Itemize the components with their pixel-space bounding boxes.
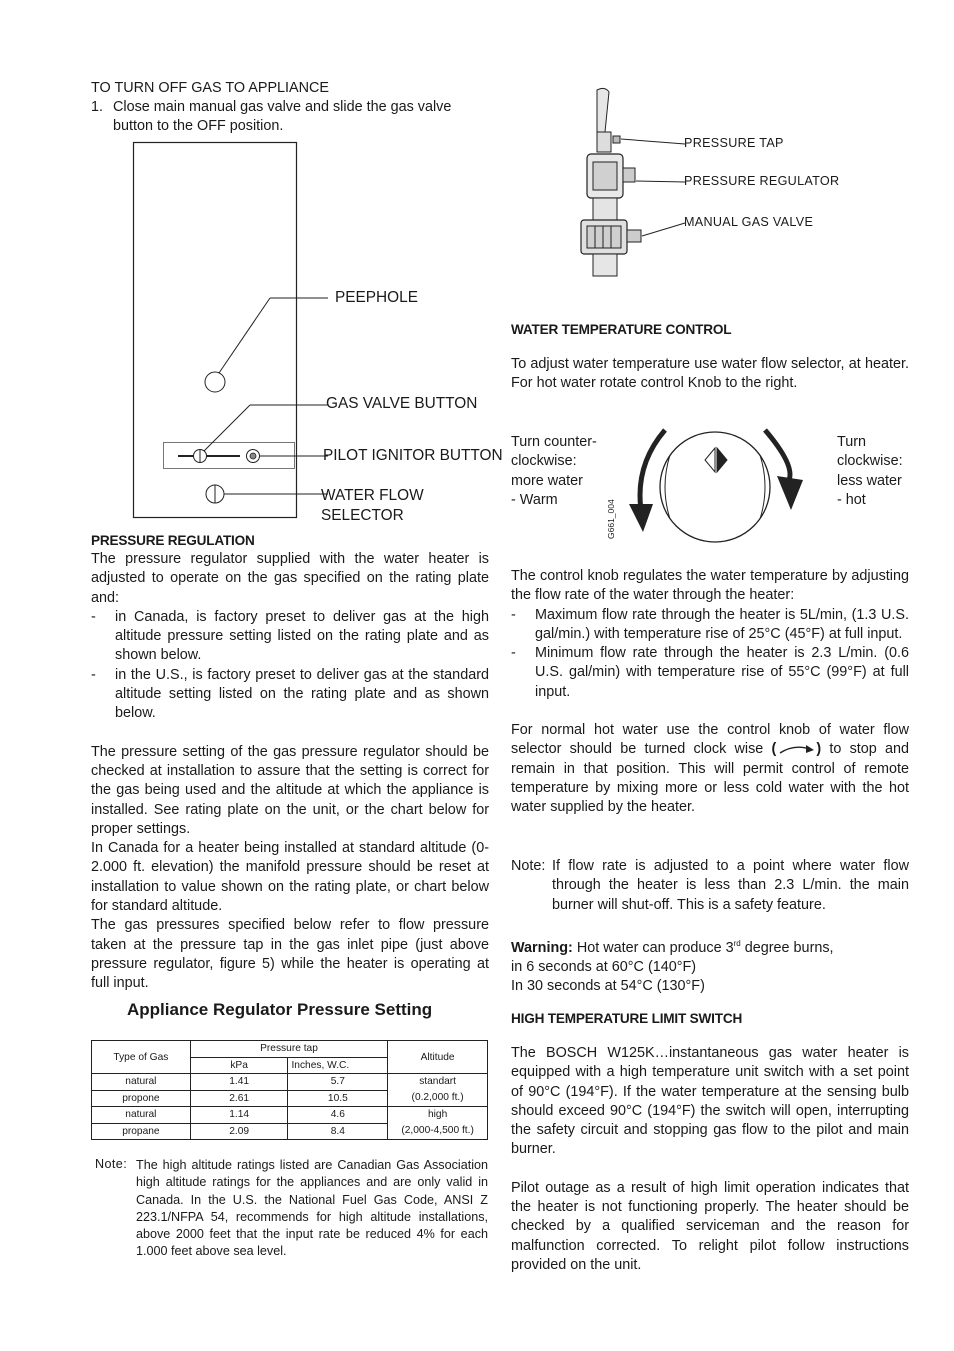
table-note-label: Note: (95, 1157, 128, 1171)
table-header: Inches, W.C. (288, 1057, 388, 1074)
pilot-ignitor-button-label: PILOT IGNITOR BUTTON (323, 447, 503, 464)
heater-outline (134, 143, 297, 518)
high-temp-heading: HIGH TEMPERATURE LIMIT SWITCH (511, 1011, 743, 1026)
water-temp-para2: For normal hot water use the control knob of water flow selector should be turned clock wise ( ) to stop and remain in that position. This will permit control of remote temperature by mixing more or less cold water with the hot water supplied by the heater. (511, 722, 910, 816)
list-item: - Minimum flow rate through the heater is 2.3 L/min. (0.6 U.S. gal/min) with temperature rise of 55°C (99°F) at full input. (511, 645, 909, 700)
pressure-regulation-para2: The pressure setting of the gas pressure regulator should be checked at installation to assure that the setting is correct for the gas being used and the altitude at which the appliance is installed. See rating plate on the unit, or the chart below for proper settings. (91, 743, 489, 837)
note-text: If flow rate is adjusted to a point where water flow through the heater is less than 2.3 L/min. the main burner will shut-off. This is a safety feature. (552, 858, 909, 913)
regulator-pressure-table (91, 1040, 488, 1140)
pressure-regulation-intro: The pressure regulator supplied with the water heater is adjusted to operate on the gas specified on the rating plate and: (91, 551, 489, 606)
table-header: Pressure tap (190, 1041, 387, 1058)
water-flow-label-1: WATER FLOW (321, 487, 424, 504)
step-number: 1. (91, 99, 104, 115)
high-temp-para2: Pilot outage as a result of high limit operation indicates that the heater is not functioning properly. The heater should be checked by a qualified serviceman and the reason for malfunction corrected. To relight pilot follow instructions provided on the unit. (511, 1179, 909, 1273)
table-header: kPa (190, 1057, 288, 1074)
pressure-regulator-label: PRESSURE REGULATOR (684, 174, 840, 188)
water-temp-heading: WATER TEMPERATURE CONTROL (511, 322, 732, 337)
table-row: natural 1.41 5.7 standart (0.2,000 ft.) (92, 1074, 488, 1091)
list-item: - Maximum flow rate through the heater is 5L/min, (1.3 U.S. gal/min.) with temperature rise of 25°C (45°F) at full input. (511, 606, 909, 642)
turn-off-title: TO TURN OFF GAS TO APPLIANCE (91, 80, 330, 96)
gas-valve-diagram (575, 82, 690, 282)
table-row: propane 2.09 8.4 (92, 1123, 488, 1140)
gas-valve-button-label: GAS VALVE BUTTON (326, 395, 478, 412)
peephole-label: PEEPHOLE (335, 289, 418, 306)
counterclockwise-caption: Turn counter- clockwise: more water - Warm (511, 434, 597, 508)
peephole-icon (205, 372, 225, 392)
clockwise-arrow-icon (776, 744, 816, 755)
high-temp-para1: The BOSCH W125K…instantaneous gas water heater is equipped with a high temperature unit switch with a set point of 90°C (194°F). If the water temperature at the sensing bulb should exceed 90°C (194°F) the switch will open, interrupting the safety circuit and stopping gas flow to the pilot and main burner. (511, 1045, 909, 1158)
heater-diagram (130, 140, 330, 520)
table-row: propone 2.61 10.5 (92, 1090, 488, 1107)
pressure-regulation-para4: The gas pressures specified below refer to flow pressure taken at the pressure tap in the gas inlet pipe (just above pressure regulator, figure 5) while the heater is operating at full input. (91, 917, 489, 992)
manual-gas-valve-label: MANUAL GAS VALVE (684, 215, 814, 229)
control-knob-diagram (615, 420, 815, 560)
water-temp-intro: To adjust water temperature use water flow selector, at heater. For hot water rotate control Knob to the right. (511, 356, 909, 392)
table-note-text: The high altitude ratings listed are Canadian Gas Association high altitude ratings for the appliances and are only valid in Canada. In the U.S. the National Fuel Gas Code, ANSI Z 223.1/NFPA 54, recommends for high altitude installations, above 2000 feet that the input rate be reduced 4% for each 1.000 feet above sea level. (136, 1158, 488, 1259)
step-text: Close main manual gas valve and slide the gas valve button to the OFF position. (113, 99, 452, 135)
water-temp-para1: The control knob regulates the water temperature by adjusting the flow rate of the water through the heater: (511, 568, 909, 604)
table-row: natural 1.14 4.6 high (2,000-4,500 ft.) (92, 1107, 488, 1124)
table-header: Altitude (388, 1041, 488, 1074)
list-item: - in Canada, is factory preset to deliver gas at the high altitude pressure setting listed on the rating plate and as shown below. (91, 608, 489, 664)
clockwise-caption: Turn clockwise: less water - hot (837, 434, 903, 508)
figure-code: G661_004 (606, 499, 616, 539)
pressure-tap-label: PRESSURE TAP (684, 136, 784, 150)
warning-block: Warning: Hot water can produce 3rd degree burns, in 6 seconds at 60°C (140°F) In 30 seconds at 54°C (130°F) (511, 939, 834, 995)
clockwise-arrow-icon (777, 476, 803, 510)
pressure-regulation-heading: PRESSURE REGULATION (91, 533, 255, 548)
list-item: - in the U.S., is factory preset to deliver gas at the standard altitude setting listed on the rating plate and as shown below. (91, 666, 489, 722)
counterclockwise-arrow-icon (629, 504, 653, 532)
pressure-regulation-para3: In Canada for a heater being installed at standard altitude (0- 2.000 ft. elevation) the manifold pressure should be reset at installation to value shown on the rating plate, or chart below for standard altitude. (91, 840, 489, 915)
table-title: Appliance Regulator Pressure Setting (127, 1000, 433, 1019)
table-header: Type of Gas (92, 1041, 191, 1074)
water-flow-label-2: SELECTOR (321, 507, 404, 524)
note-label: Note: (511, 858, 546, 874)
